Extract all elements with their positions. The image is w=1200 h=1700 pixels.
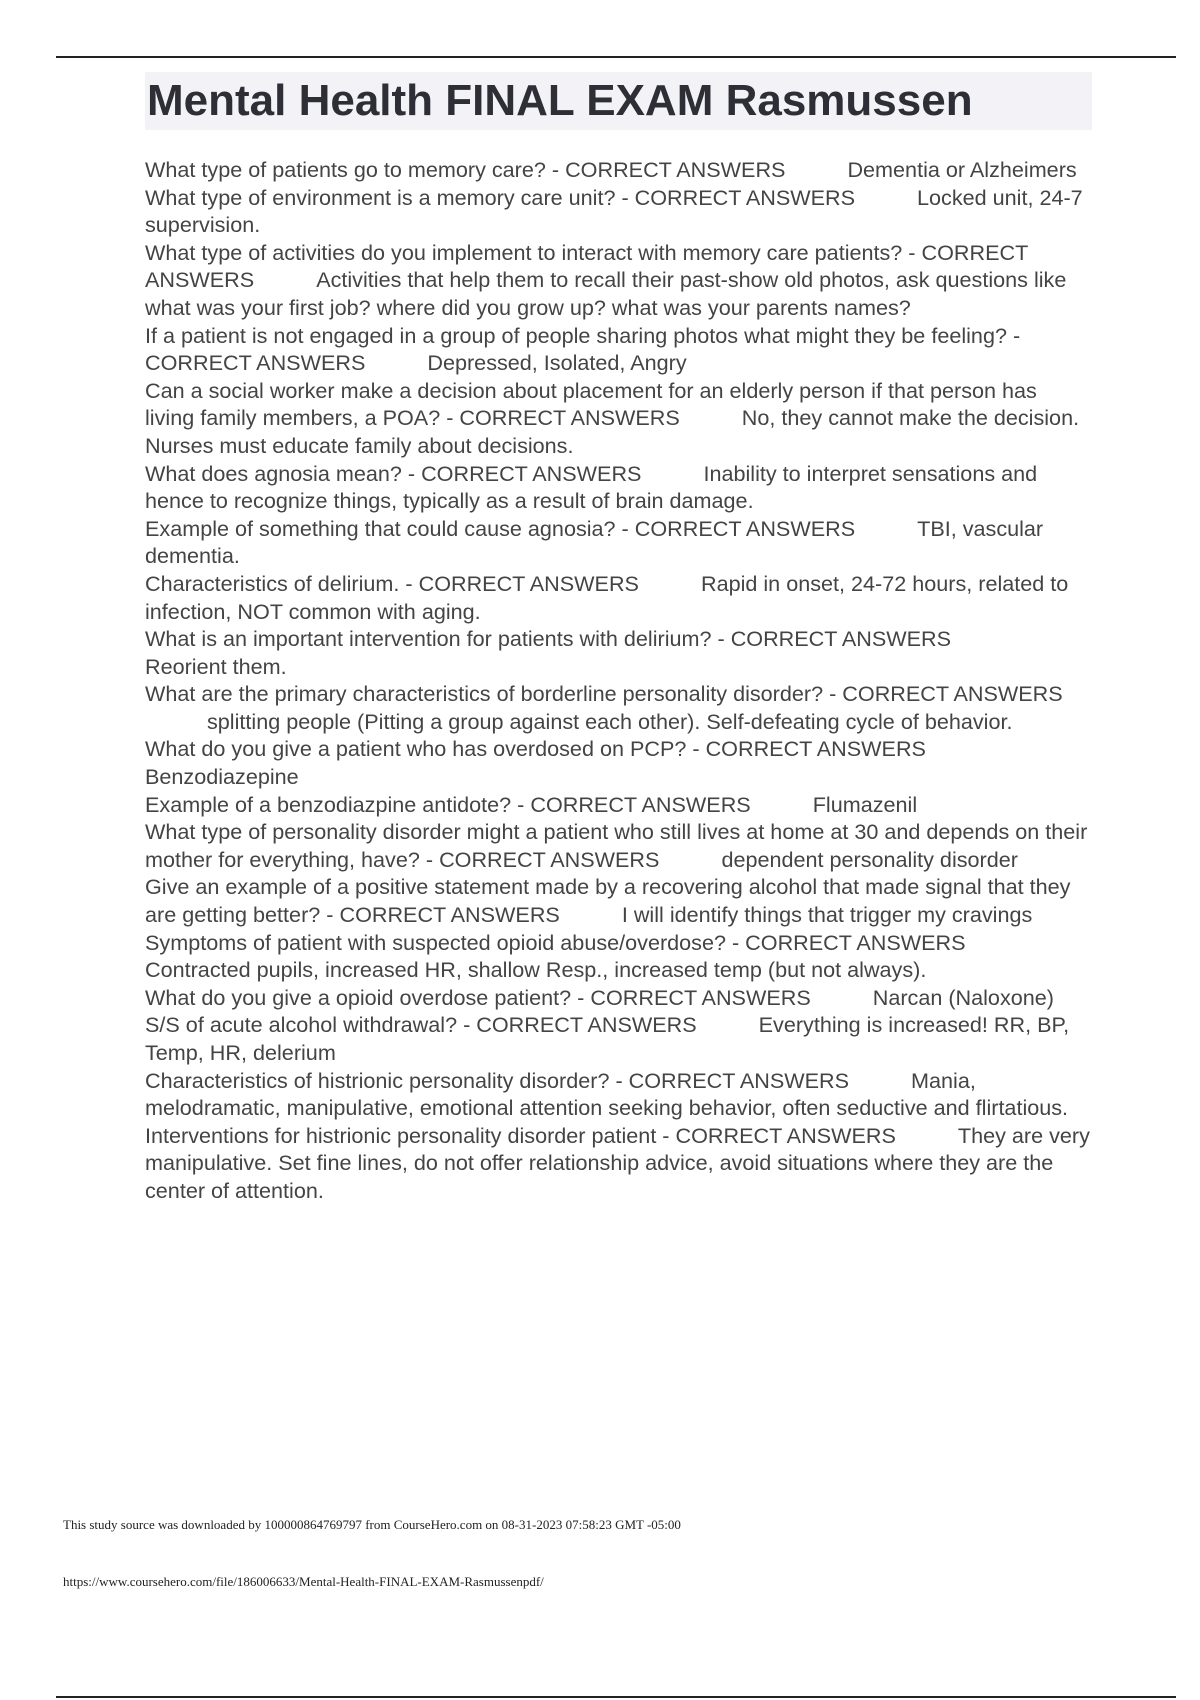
correct-answers-label: - CORRECT ANSWERS <box>145 239 1028 293</box>
question-text: Example of something that could cause agnosia? <box>145 515 616 541</box>
download-notice: This study source was downloaded by 100000864769797 from CourseHero.com on 08-31-2023 07:58:23 GMT -05:00 <box>63 1517 681 1532</box>
answer-text: Contracted pupils, increased HR, shallow Resp., increased temp (but not always). <box>145 957 927 983</box>
answer-text: dependent personality disorder <box>721 846 1018 872</box>
qa-item <box>145 570 1090 625</box>
answer-text: Inability to interpret sensations and hence to recognize things, typically as a result of brain damage. <box>145 460 1038 514</box>
correct-answers-label: - CORRECT ANSWERS <box>615 184 856 210</box>
question-text: Give an example of a positive statement made by a recovering alcohol that made signal that they are getting better? <box>145 874 1071 928</box>
question-text: If a patient is not engaged in a group of people sharing photos what might they be feeling? <box>145 322 1007 348</box>
answer-text: Locked unit, 24-7 supervision. <box>145 184 1083 238</box>
answer-text: Dementia or Alzheimers <box>847 157 1077 182</box>
source-url: https://www.coursehero.com/file/186006633/Mental-Health-FINAL-EXAM-Rasmussenpdf/ <box>63 1574 544 1589</box>
qa-item <box>145 791 1090 819</box>
qa-list <box>145 156 1090 1205</box>
question-text: Characteristics of delirium. <box>145 570 400 596</box>
answer-text: Depressed, Isolated, Angry <box>427 350 687 376</box>
correct-answers-label: - CORRECT ANSWERS <box>823 681 1063 707</box>
correct-answers-label: - CORRECT ANSWERS <box>457 1012 697 1038</box>
question-text: What do you give a opioid overdose patient? <box>145 984 572 1010</box>
qa-item <box>145 322 1090 377</box>
question-text: What do you give a patient who has overdosed on PCP? <box>145 736 687 762</box>
question-text: Symptoms of patient with suspected opioid abuse/overdose? <box>145 929 726 955</box>
qa-item <box>145 239 1090 322</box>
question-text: What type of environment is a memory care unit? <box>145 184 616 210</box>
correct-answers-label: - CORRECT ANSWERS <box>320 902 560 928</box>
question-text: What type of patients go to memory care? <box>145 157 546 182</box>
correct-answers-label: - CORRECT ANSWERS <box>615 515 856 541</box>
question-text: Interventions for histrionic personality disorder patient <box>145 1122 657 1148</box>
answer-text: TBI, vascular dementia. <box>145 515 1044 569</box>
qa-item <box>145 1011 1090 1066</box>
correct-answers-label: - CORRECT ANSWERS <box>711 626 952 652</box>
correct-answers-label: - CORRECT ANSWERS <box>725 929 966 955</box>
correct-answers-label: - CORRECT ANSWERS <box>440 405 680 431</box>
page-title: Mental Health FINAL EXAM Rasmussen <box>145 72 1092 130</box>
answer-text: Reorient them. <box>145 653 287 679</box>
answer-text: Everything is increased! RR, BP, Temp, HR, delerium <box>145 1012 1070 1065</box>
question-text: What type of personality disorder might a patient who still lives at home at 30 and depends on their mother for everything, have? <box>145 819 1088 872</box>
correct-answers-label: - CORRECT ANSWERS <box>656 1122 896 1148</box>
correct-answers-label: - CORRECT ANSWERS <box>145 322 1021 376</box>
qa-item <box>145 184 1090 239</box>
qa-item <box>145 818 1090 873</box>
answer-text: No, they cannot make the decision. Nurses must educate family about decisions. <box>145 405 1080 458</box>
correct-answers-label: - CORRECT ANSWERS <box>419 846 660 872</box>
qa-item <box>145 680 1090 735</box>
question-text: What type of activities do you implement to interact with memory care patients? <box>145 239 903 265</box>
qa-item <box>145 377 1090 460</box>
question-text: S/S of acute alcohol withdrawal? <box>145 1012 458 1038</box>
question-text: Example of a benzodiazpine antidote? <box>145 791 512 817</box>
qa-item <box>145 735 1090 790</box>
qa-item <box>145 156 1090 184</box>
correct-answers-label: - CORRECT ANSWERS <box>511 791 751 817</box>
qa-item <box>145 873 1090 928</box>
qa-item <box>145 929 1090 984</box>
qa-item <box>145 984 1090 1012</box>
answer-text: Narcan (Naloxone) <box>872 984 1054 1010</box>
qa-item <box>145 460 1090 515</box>
correct-answers-label: - CORRECT ANSWERS <box>571 984 811 1010</box>
answer-text: Flumazenil <box>812 791 918 817</box>
answer-text: Activities that help them to recall their past-show old photos, ask questions like what was your first job? where did you grow up? what was your parents names? <box>145 267 1067 320</box>
question-text: Can a social worker make a decision about placement for an elderly person if that person has living family members, a POA? <box>145 377 1037 431</box>
correct-answers-label: - CORRECT ANSWERS <box>401 460 642 486</box>
answer-text: Rapid in onset, 24-72 hours, related to infection, NOT common with aging. <box>145 570 1069 624</box>
answer-text: Mania, melodramatic, manipulative, emotional attention seeking behavior, often seductive and flirtatious. <box>145 1067 1069 1121</box>
qa-item <box>145 515 1090 570</box>
correct-answers-label: - CORRECT ANSWERS <box>609 1067 850 1093</box>
correct-answers-label: - CORRECT ANSWERS <box>686 736 926 762</box>
qa-item <box>145 1067 1090 1122</box>
question-text: What does agnosia mean? <box>145 460 402 486</box>
question-text: Characteristics of histrionic personality disorder? <box>145 1067 610 1093</box>
correct-answers-label: - CORRECT ANSWERS <box>545 157 786 182</box>
question-text: What is an important intervention for patients with delirium? <box>145 626 712 652</box>
answer-text: splitting people (Pitting a group against each other). Self-defeating cycle of behavior. <box>207 708 1013 734</box>
question-text: What are the primary characteristics of borderline personality disorder? <box>145 681 824 707</box>
answer-text: They are very manipulative. Set fine lines, do not offer relationship advice, avoid situations where they are the center of attention. <box>145 1122 1090 1203</box>
bottom-rule <box>56 1696 1176 1698</box>
correct-answers-label: - CORRECT ANSWERS <box>399 570 639 596</box>
top-rule <box>56 56 1176 58</box>
qa-item <box>145 1122 1090 1205</box>
qa-item <box>145 625 1090 680</box>
answer-text: I will identify things that trigger my cravings <box>621 902 1033 928</box>
answer-text: Benzodiazepine <box>145 764 299 790</box>
